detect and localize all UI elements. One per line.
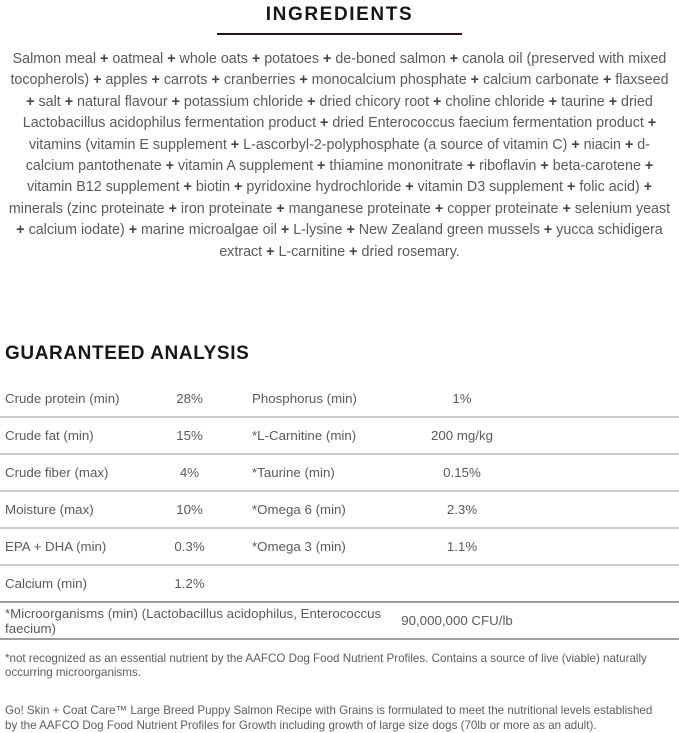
ingredients-text: Salmon meal + oatmeal + whole oats + potatoes + de-boned salmon + canola oil (preserved with mixed tocopherols) + apples + carrots + cranberries + monocalcium phosphate + calcium carbonate + flaxseed + salt + natural flavour + potassium chloride + dried chicory root + choline chloride + taurine + dried Lactobacillus acidophilus fermentation product + dried Enterococcus faecium fermentation product + vitamins (vitamin E supplement + L-ascorbyl-2-polyphosphate (a source of vitamin C) + niacin + d-calcium pantothenate + vitamin A supplement + thiamine mononitrate + riboflavin + beta-carotene + vitamin B12 supplement + biotin + pyridoxine hydrochloride + vitamin D3 supplement + folic acid) + minerals (zinc proteinate + iron proteinate + manganese proteinate + copper proteinate + selenium yeast + calcium iodate) + marine microalgae oil + L-lysine + New Zealand green mussels + yucca schidigera extract + L-carnitine + dried rosemary. bbox=[8, 51, 671, 260]
plus-separator: + bbox=[466, 72, 483, 89]
plus-separator: + bbox=[430, 200, 448, 217]
plus-separator: + bbox=[401, 179, 418, 196]
nutrient-value-right: 2.3% bbox=[446, 502, 478, 518]
aafco-statement: Go! Skin + Coat Care™ Large Breed Puppy Salmon Recipe with Grains is formulated to meet the nutritional levels established by the AAFCO Dog Food Nutrient Profiles for Growth including growth of large size dogs (70lb or more as an adult). bbox=[5, 704, 653, 733]
nutrient-label-right: Phosphorus (min) bbox=[252, 391, 357, 407]
microorganisms-label: *Microorganisms (min) (Lactobacillus acidophilus, Enterococcus faecium) bbox=[5, 605, 382, 636]
nutrient-value-left: 0.3% bbox=[174, 539, 205, 555]
analysis-rows-container bbox=[0, 381, 679, 603]
guaranteed-analysis-title: GUARANTEED ANALYSIS bbox=[5, 343, 250, 365]
nutrient-label-left: Crude protein (min) bbox=[5, 391, 120, 407]
plus-separator: + bbox=[163, 51, 180, 67]
nutrient-value-right: 200 mg/kg bbox=[430, 428, 494, 444]
plus-separator: + bbox=[164, 200, 181, 217]
table-row bbox=[0, 529, 679, 566]
nutrient-label-right: *Omega 6 (min) bbox=[252, 502, 346, 518]
asterisk-footnote: *not recognized as an essential nutrient by the AAFCO Dog Food Nutrient Profiles. Contains a source of live (viable) naturally occurring microorganisms. bbox=[5, 652, 647, 680]
plus-separator: + bbox=[643, 115, 657, 132]
plus-separator: + bbox=[230, 179, 247, 196]
plus-separator: + bbox=[462, 158, 480, 175]
plus-separator: + bbox=[247, 51, 265, 67]
nutrient-value-left: 10% bbox=[176, 502, 203, 518]
nutrient-value-right: 0.15% bbox=[443, 465, 481, 481]
ingredients-title: INGREDIENTS bbox=[265, 4, 414, 25]
plus-separator: + bbox=[345, 243, 362, 260]
plus-separator: + bbox=[445, 51, 463, 67]
nutrient-value-right: 1% bbox=[452, 391, 472, 407]
plus-separator: + bbox=[604, 93, 622, 110]
plus-separator: + bbox=[167, 93, 184, 110]
plus-separator: + bbox=[272, 200, 289, 217]
guaranteed-analysis-table bbox=[0, 381, 679, 640]
plus-separator: + bbox=[179, 179, 196, 196]
microorganisms-value: 90,000,000 CFU/lb bbox=[401, 613, 513, 629]
nutrient-value-left: 15% bbox=[176, 428, 203, 444]
nutrient-value-left: 4% bbox=[179, 465, 200, 481]
plus-separator: + bbox=[544, 93, 562, 110]
plus-separator: + bbox=[276, 222, 294, 239]
plus-separator: + bbox=[161, 158, 178, 175]
nutrient-label-left: EPA + DHA (min) bbox=[5, 539, 107, 555]
plus-separator: + bbox=[26, 93, 39, 110]
plus-separator: + bbox=[295, 72, 312, 89]
plus-separator: + bbox=[16, 222, 29, 239]
table-row bbox=[0, 381, 679, 418]
nutrient-label-right: *Omega 3 (min) bbox=[252, 539, 346, 555]
plus-separator: + bbox=[226, 136, 244, 153]
nutrient-label-right: *Taurine (min) bbox=[252, 465, 335, 481]
nutrient-value-right: 1.1% bbox=[446, 539, 478, 555]
table-row bbox=[0, 455, 679, 492]
plus-separator: + bbox=[207, 72, 224, 89]
plus-separator: + bbox=[621, 136, 638, 153]
plus-separator: + bbox=[96, 51, 113, 67]
plus-separator: + bbox=[567, 136, 584, 153]
plus-separator: + bbox=[640, 158, 654, 175]
plus-separator: + bbox=[342, 222, 359, 239]
plus-separator: + bbox=[558, 200, 575, 217]
nutrient-label-left: Calcium (min) bbox=[5, 576, 88, 592]
plus-separator: + bbox=[89, 72, 106, 89]
nutrient-value-left: 28% bbox=[176, 391, 203, 407]
table-row bbox=[0, 492, 679, 529]
plus-separator: + bbox=[316, 115, 333, 132]
plus-separator: + bbox=[598, 72, 616, 89]
plus-separator: + bbox=[319, 51, 336, 67]
title-divider bbox=[217, 33, 462, 35]
plus-separator: + bbox=[429, 93, 446, 110]
plus-separator: + bbox=[536, 158, 553, 175]
nutrient-value-left: 1.2% bbox=[174, 576, 205, 592]
table-row bbox=[0, 418, 679, 455]
table-row bbox=[0, 566, 679, 603]
plus-separator: + bbox=[262, 243, 279, 260]
plus-separator: + bbox=[313, 158, 330, 175]
nutrient-label-left: Crude fat (min) bbox=[5, 428, 94, 444]
plus-separator: + bbox=[60, 93, 78, 110]
table-row-microorganisms bbox=[0, 603, 679, 640]
plus-separator: + bbox=[124, 222, 142, 239]
nutrient-label-left: Crude fiber (max) bbox=[5, 465, 109, 481]
nutrient-label-left: Moisture (max) bbox=[5, 502, 94, 518]
nutrient-label-right: *L-Carnitine (min) bbox=[252, 428, 357, 444]
plus-separator: + bbox=[539, 222, 557, 239]
plus-separator: + bbox=[303, 93, 320, 110]
plus-separator: + bbox=[563, 179, 580, 196]
plus-separator: + bbox=[147, 72, 164, 89]
plus-separator: + bbox=[639, 179, 653, 196]
